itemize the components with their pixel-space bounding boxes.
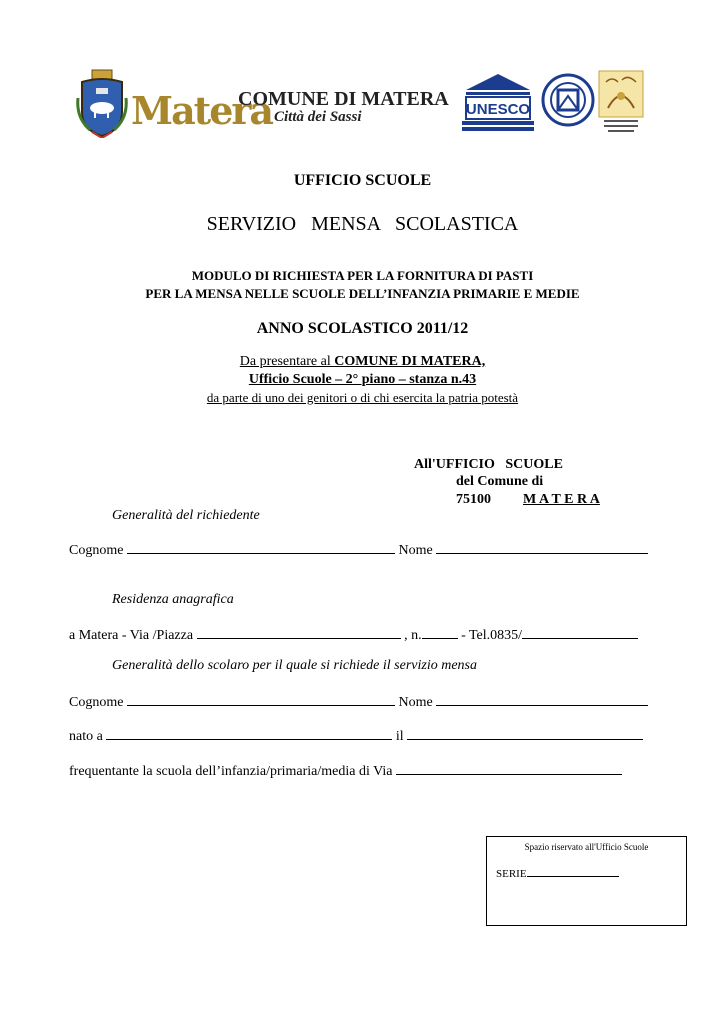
- address-label: a Matera - Via /Piazza: [69, 628, 194, 643]
- matera-wordmark-logo: Matera: [131, 88, 273, 133]
- birthplace-field[interactable]: [106, 726, 392, 740]
- recipient-city: M A T E R A: [523, 492, 600, 507]
- phone-label: - Tel.0835/: [461, 628, 523, 643]
- submission-prefix: Da presentare al: [239, 354, 335, 369]
- recipient-postcode: 75100: [456, 492, 491, 507]
- requester-name-label: Nome: [398, 543, 433, 558]
- matera-coat-of-arms-icon: [76, 68, 128, 138]
- phone-field[interactable]: [522, 625, 638, 639]
- section-residence: Residenza anagrafica: [112, 592, 234, 607]
- address-field[interactable]: [197, 625, 401, 639]
- world-heritage-emblem-icon: [541, 70, 595, 132]
- unesco-text: UNESCO: [465, 101, 531, 118]
- serie-field[interactable]: [527, 866, 619, 877]
- requester-surname-label: Cognome: [69, 543, 124, 558]
- residence-row: [69, 625, 638, 644]
- birthplace-label: nato a: [69, 729, 103, 744]
- pupil-name-row: [69, 692, 648, 711]
- number-label: , n.: [404, 628, 422, 643]
- unesco-logo-icon: [462, 72, 534, 132]
- section-requester: Generalità del richiedente: [112, 508, 260, 523]
- office-heading: UFFICIO SCUOLE: [293, 172, 432, 189]
- submission-line-1: [0, 354, 725, 370]
- citta-della-pace-logo-icon: [598, 70, 644, 136]
- pupil-name-label: Nome: [398, 695, 433, 710]
- pupil-surname-field[interactable]: [127, 692, 395, 706]
- school-label: frequentante la scuola dell’infanzia/primaria/media di Via: [69, 764, 393, 779]
- service-title: SERVIZIO MENSA SCOLASTICA: [206, 213, 519, 235]
- pupil-surname-label: Cognome: [69, 695, 124, 710]
- recipient-line-2: del Comune di: [456, 474, 544, 489]
- module-line-2: PER LA MENSA NELLE SCUOLE DELL’INFANZIA PRIMARIE E MEDIE: [145, 286, 580, 301]
- submission-line-3: da parte di uno dei genitori o di chi esercita la patria potestà: [206, 390, 519, 405]
- birthdate-label: il: [395, 729, 404, 744]
- serie-row: [496, 866, 619, 880]
- school-street-field[interactable]: [396, 761, 622, 775]
- module-line-1: MODULO DI RICHIESTA PER LA FORNITURA DI PASTI: [191, 268, 534, 283]
- comune-title: COMUNE DI MATERA: [238, 88, 449, 110]
- school-year: ANNO SCOLASTICO 2011/12: [256, 320, 469, 337]
- serie-label: SERIE: [496, 868, 527, 880]
- office-box-title: Spazio riservato all'Ufficio Scuole: [524, 842, 649, 852]
- pupil-birth-row: [69, 726, 643, 745]
- number-field[interactable]: [422, 625, 458, 639]
- comune-subtitle: Città dei Sassi: [274, 109, 362, 125]
- section-pupil: Generalità dello scolaro per il quale si richiede il servizio mensa: [112, 658, 477, 673]
- requester-surname-field[interactable]: [127, 540, 395, 554]
- recipient-line-1: All'UFFICIO SCUOLE: [414, 457, 563, 472]
- requester-name-field[interactable]: [436, 540, 648, 554]
- submission-line-2: Ufficio Scuole – 2° piano – stanza n.43: [248, 372, 477, 387]
- office-reserved-box: [486, 836, 687, 926]
- submission-comune: COMUNE DI MATERA,: [334, 354, 486, 369]
- school-row: [69, 761, 622, 780]
- birthdate-field[interactable]: [407, 726, 643, 740]
- requester-name-row: [69, 540, 648, 559]
- pupil-name-field[interactable]: [436, 692, 648, 706]
